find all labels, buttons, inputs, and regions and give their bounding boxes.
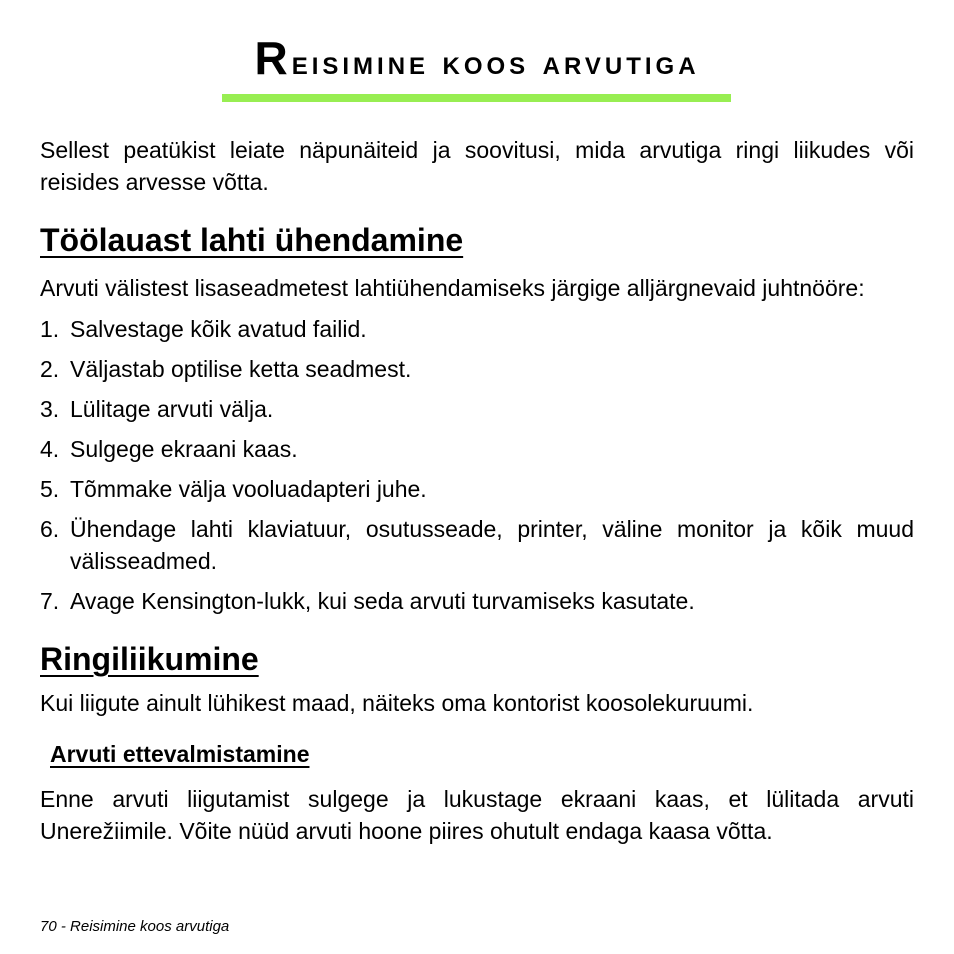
page-footer: 70 - Reisimine koos arvutiga: [40, 918, 230, 935]
list-item-text: Ühendage lahti klaviatuur, osutusseade, printer, väline monitor ja kõik muud välisseadmed.: [70, 516, 914, 574]
subsection-heading-prepare: Arvuti ettevalmistamine: [50, 741, 310, 767]
list-item: [40, 353, 914, 385]
list-item: [40, 393, 914, 425]
list-item-text: Sulgege ekraani kaas.: [70, 436, 298, 462]
list-item-number: 7.: [40, 588, 60, 614]
list-item-text: Väljastab optilise ketta seadmest.: [70, 356, 412, 382]
list-item: [40, 585, 914, 617]
list-item: [40, 313, 914, 345]
list-item-text: Lülitage arvuti välja.: [70, 396, 274, 422]
list-item-text: Tõmmake välja vooluadapteri juhe.: [70, 476, 427, 502]
section-heading-moving-around: Ringiliikumine: [40, 641, 259, 677]
intro-paragraph: Sellest peatükist leiate näpunäiteid ja soovitusi, mida arvutiga ringi liikudes või reisides arvesse võtta.: [40, 137, 914, 195]
page-content: [40, 134, 914, 847]
chapter-title-rule: [222, 94, 731, 102]
list-item: [40, 433, 914, 465]
disconnect-steps-list: [40, 313, 914, 617]
section2-lead: Kui liigute ainult lühikest maad, näiteks oma kontorist koosolekuruumi.: [40, 690, 754, 716]
section-heading-disconnect: Töölauast lahti ühendamine: [40, 222, 464, 258]
list-item-number: 1.: [40, 316, 60, 342]
list-item-number: 6.: [40, 516, 60, 542]
subsection-body: Enne arvuti liigutamist sulgege ja lukustage ekraani kaas, et lülitada arvuti Unerežiimile. Võite nüüd arvuti hoone piires ohutult endaga kaasa võtta.: [40, 786, 914, 844]
list-item-number: 4.: [40, 436, 60, 462]
chapter-title-initial: R: [254, 32, 292, 84]
chapter-title-rest: eisimine koos arvutiga: [291, 44, 700, 82]
list-item-number: 2.: [40, 356, 60, 382]
list-item-number: 3.: [40, 396, 60, 422]
list-item: [40, 513, 914, 577]
list-item-text: Avage Kensington-lukk, kui seda arvuti turvamiseks kasutate.: [70, 588, 695, 614]
list-item-number: 5.: [40, 476, 60, 502]
section1-lead: Arvuti välistest lisaseadmetest lahtiühendamiseks järgige alljärgnevaid juhtnööre:: [40, 275, 865, 301]
list-item: [40, 473, 914, 505]
chapter-title: [0, 30, 954, 91]
list-item-text: Salvestage kõik avatud failid.: [70, 316, 367, 342]
